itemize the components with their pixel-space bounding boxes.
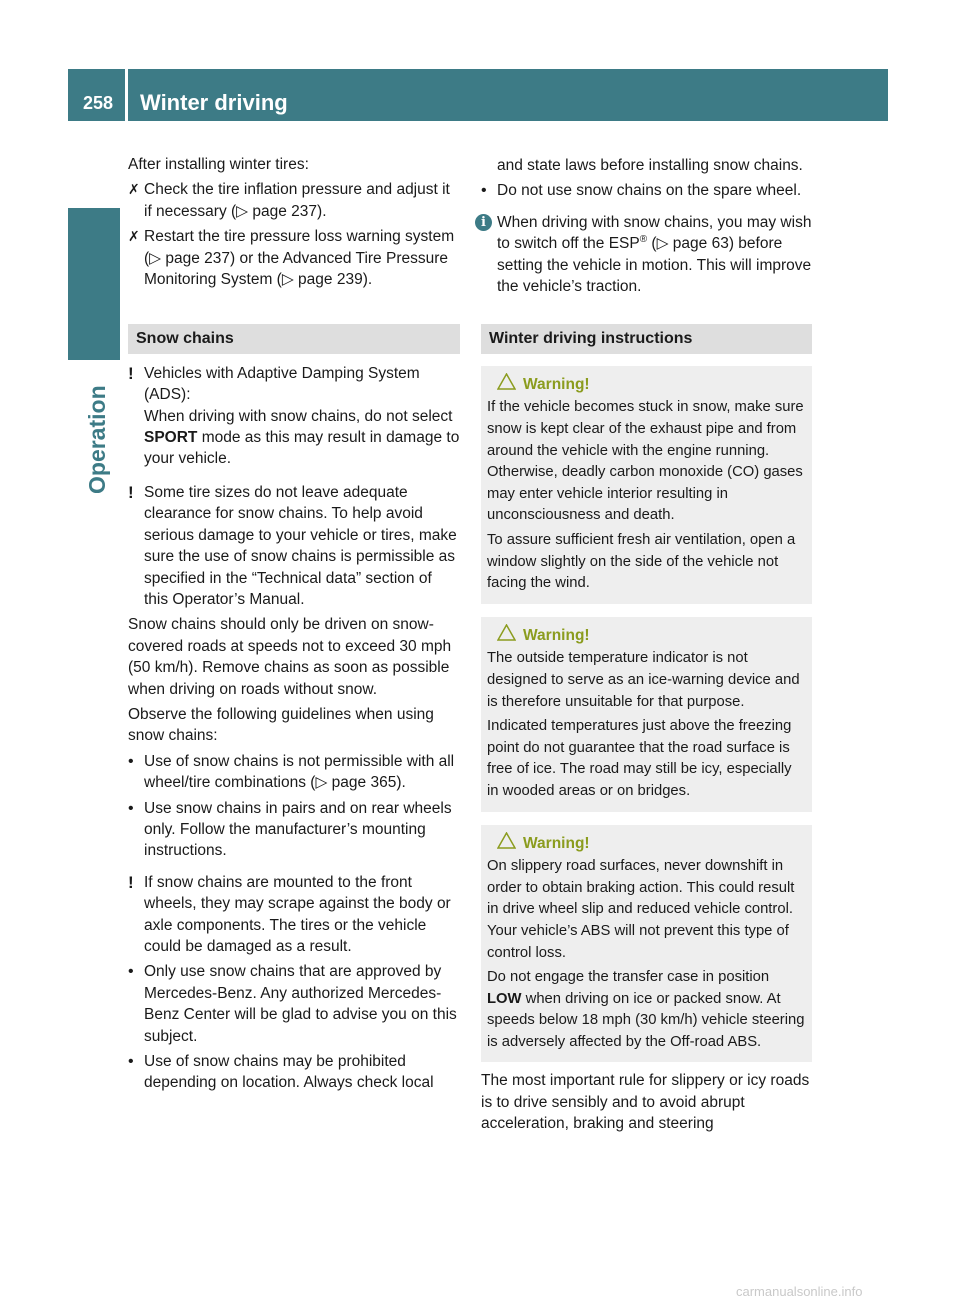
info-text-pre: When driving with snow chains, you may wish to switch off the ESP xyxy=(497,213,812,253)
exclamation-icon: ! xyxy=(128,872,134,892)
warning-triangle-icon xyxy=(497,832,516,849)
continued-text: and state laws before installing snow chains. xyxy=(497,157,803,174)
notice-text: If snow chains are mounted to the front wheels, they may scrape against the body or axle components. The tires or the vehicle could be damaged as a result. xyxy=(144,873,451,955)
step-text: Restart the tire pressure loss warning system (▷ page 237) or the Advanced Tire Pressure Monitoring System (▷ page 239). xyxy=(144,228,455,289)
body-paragraph: Observe the following guidelines when using snow chains: xyxy=(128,705,434,745)
section-heading-snow-chains: Snow chains xyxy=(128,324,460,353)
exclamation-icon: ! xyxy=(128,363,134,383)
side-tab xyxy=(68,208,120,360)
footer-watermark: carmanualsonline.info xyxy=(736,1284,863,1299)
warning-title xyxy=(487,625,806,647)
warning-text-pre: Do not engage the transfer case in position xyxy=(487,969,770,986)
left-column xyxy=(128,154,460,1098)
warning-text: The outside temperature indicator is not designed to serve as an ice-warning device and is therefore unsuitable for that purpose. xyxy=(487,650,800,710)
warning-text: On slippery road surfaces, never downshift in order to obtain braking action. This could result in drive wheel slip and reduced vehicle control. Your vehicle’s ABS will not prevent this type of control loss. xyxy=(487,858,795,961)
body-paragraph: The most important rule for slippery or icy roads is to drive sensibly and to avoid abrupt acceleration, braking and steering xyxy=(481,1072,810,1133)
bullet-text: Use of snow chains is not permissible with all wheel/tire combinations (▷ page 365). xyxy=(144,752,455,792)
right-column xyxy=(481,155,812,1139)
info-text-post: (▷ page 63) before setting the vehicle in motion. This will improve the vehicle’s traction. xyxy=(497,235,812,296)
side-tab-label-wrap xyxy=(84,374,114,494)
notice-line: Vehicles with Adaptive Damping System (ADS): xyxy=(144,364,420,404)
warning-text: If the vehicle becomes stuck in snow, make sure snow is kept clear of the exhaust pipe and from around the vehicle with the engine running. Otherwise, deadly carbon monoxide (CO) gases may enter vehicle interior resulting in unconsciousness and death. xyxy=(487,399,804,524)
notice-text: Some tire sizes do not leave adequate clearance for snow chains. To help avoid serious damage to your vehicle or tires, make sure the use of snow chains is permissible as specified in the “Technical data” section of this Operator’s Manual. xyxy=(144,483,457,608)
bullet-icon: • xyxy=(128,1053,134,1071)
warning-box xyxy=(481,617,812,812)
warning-text: Indicated temperatures just above the freezing point do not guarantee that the road surface is free of ice. The road may still be icy, especially in wooded areas or on bridges. xyxy=(487,718,792,799)
bullet-item xyxy=(481,180,812,201)
page-number: 258 xyxy=(82,93,114,113)
low-position-label: LOW xyxy=(487,990,522,1007)
bullet-item xyxy=(128,798,460,862)
warning-text xyxy=(487,967,806,1053)
warning-title-text: Warning! xyxy=(523,834,590,852)
warning-text-post: when driving on ice or packed snow. At speeds below 18 mph (30 km/h) vehicle steering is adversely affected by the Off-road ABS. xyxy=(487,990,805,1050)
exclamation-icon: ! xyxy=(128,482,134,502)
body-paragraph: Snow chains should only be driven on snow-covered roads at speeds not to exceed 30 mph (50 km/h). Remove chains as soon as possible when driving on roads without snow. xyxy=(128,616,452,698)
notice-text xyxy=(144,363,460,470)
step-text: Check the tire inflation pressure and adjust it if necessary (▷ page 237). xyxy=(144,181,450,220)
warning-title xyxy=(487,374,806,396)
bullet-icon: • xyxy=(128,963,134,981)
warning-title-text: Warning! xyxy=(523,626,590,644)
step-item xyxy=(128,226,460,290)
registered-mark: ® xyxy=(639,234,648,246)
bullet-icon: • xyxy=(128,752,134,770)
bullet-text: Use of snow chains may be prohibited depending on location. Always check local xyxy=(144,1053,434,1092)
info-icon: i xyxy=(475,214,492,231)
warning-box xyxy=(481,825,812,1063)
warning-triangle-icon xyxy=(497,373,516,390)
notice-item xyxy=(128,872,460,958)
section-heading-winter-driving: Winter driving instructions xyxy=(481,324,812,353)
bullet-item xyxy=(128,751,460,794)
step-item xyxy=(128,179,460,222)
warning-title-text: Warning! xyxy=(523,375,590,393)
intro-text: After installing winter tires: xyxy=(128,156,309,173)
sport-mode-label: SPORT xyxy=(144,429,198,447)
bullet-text: Use snow chains in pairs and on rear wheels only. Follow the manufacturer’s mounting instructions. xyxy=(144,799,452,860)
warning-box xyxy=(481,366,812,604)
bullet-text: Only use snow chains that are approved by Mercedes-Benz. Any authorized Mercedes-Benz Center will be glad to advise you on this subject. xyxy=(144,963,457,1045)
bullet-item xyxy=(128,1051,460,1094)
notice-text-pre: When driving with snow chains, do not select xyxy=(144,407,453,425)
notice-text-post: mode as this may result in damage to your vehicle. xyxy=(144,429,460,468)
bullet-icon: • xyxy=(128,799,134,817)
info-note xyxy=(481,212,812,298)
page-title: Winter driving xyxy=(140,90,288,115)
notice-item xyxy=(128,363,460,470)
bullet-icon: • xyxy=(481,182,487,200)
warning-title xyxy=(487,833,806,855)
side-tab-label: Operation xyxy=(84,385,110,494)
arrow-x-icon: ✗ xyxy=(128,181,140,198)
bullet-item xyxy=(128,961,460,1047)
warning-text: To assure sufficient fresh air ventilation, open a window slightly on the side of the vehicle not facing the wind. xyxy=(487,532,796,592)
bullet-text: Do not use snow chains on the spare wheel. xyxy=(497,182,802,200)
arrow-x-icon: ✗ xyxy=(128,228,140,245)
warning-triangle-icon xyxy=(497,624,516,641)
notice-item xyxy=(128,482,460,610)
